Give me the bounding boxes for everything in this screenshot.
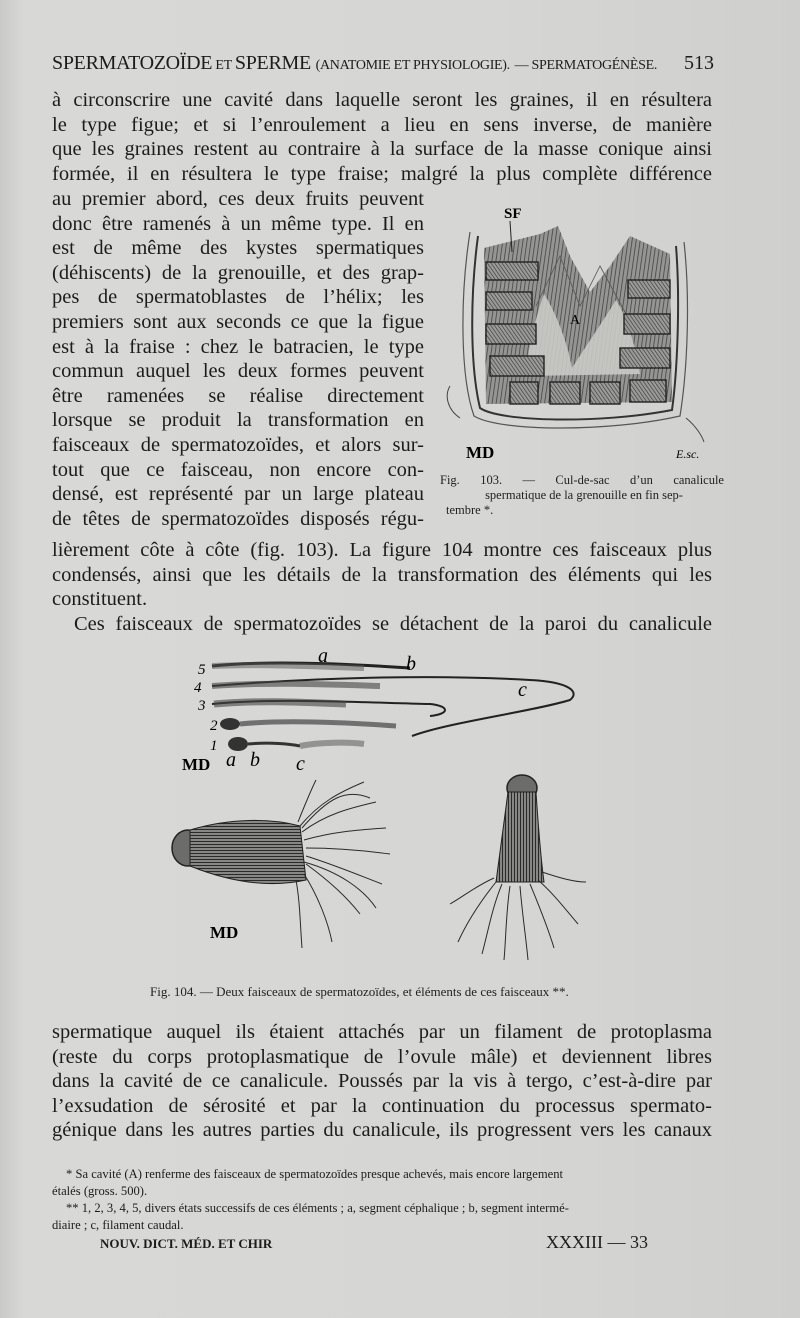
header-title-paren: (ANATOMIE ET PHYSIOLOGIE). [315,58,510,73]
header-title-sub: — SPERMATOGÉNÈSE. [514,58,658,73]
figure-104-label-b-bottom: b [250,749,260,771]
body-mid [52,538,712,612]
page-footer [100,1232,720,1252]
caption-line: Fig. 103. — Cul-de-sac d’un canalicule [440,473,724,487]
figure-104-label-a: a [318,645,328,667]
body-top [52,88,712,186]
header-title-et: ET [215,58,232,73]
figure-103-label-sf: SF [504,206,522,222]
header-title [52,52,657,75]
body-line: constituent. [52,588,148,611]
body-line: le type figue; et si l’enroulement a lieu en sens inverse, de manière [52,113,712,136]
caption-line: tembre *. [446,503,494,517]
figure-104-md-mark-2: MD [210,923,239,942]
body-line: (déhiscents) de la grenouille, et des grap- [52,261,424,284]
figure-104-label-c: c [518,679,527,701]
header-title-sperme: SPERME [234,52,311,74]
body-line: commun auquel les deux formes peuvent [52,360,424,383]
figure-103-label-a: A [570,313,581,328]
figure-104-label-3: 3 [198,698,206,714]
figure-103 [440,196,720,464]
figure-104 [150,642,590,982]
figure-104-caption: Fig. 104. — Deux faisceaux de spermatozoïdes, et éléments de ces faisceaux **. [150,984,569,999]
figure-103-caption [440,473,724,518]
body-narrow [52,187,424,531]
caption-line: spermatique de la grenouille en fin sep- [485,488,683,502]
body-bottom [52,1020,712,1143]
body-line: est de même des kystes spermatiques [52,237,424,260]
running-header [52,52,714,78]
body-line: est à la fraise : chez le batracien, le type [52,335,424,358]
figure-104-illustration [150,642,590,982]
figure-104-label-1: 1 [210,738,218,754]
body-line: formée, il en résultera le type fraise; malgré la plus complète différence [52,162,712,185]
body-mid2 [74,612,712,637]
figure-103-md-mark: MD [466,443,495,462]
figure-104-label-a-bottom: a [226,749,236,771]
body-line: au premier abord, ces deux fruits peuvent [52,188,424,210]
body-line: densé, est représenté par un large plateau [52,483,424,506]
footnote-line: * Sa cavité (A) renferme des faisceaux de spermatozoïdes presque achevés, mais encore largement [66,1167,563,1181]
footnotes [52,1166,714,1234]
body-line: à circonscrire une cavité dans laquelle seront les graines, il en résultera [52,89,712,111]
footnote-line: diaire ; c, filament caudal. [52,1218,184,1232]
figure-104-label-c-bottom: c [296,753,305,775]
header-title-main: SPERMATOZOÏDE [52,52,213,74]
figure-103-illustration [440,196,720,464]
body-line: tout que ce faisceau, non encore con- [52,458,424,481]
footer-signature: XXXIII — 33 [546,1232,648,1252]
footnote-line: ** 1, 2, 3, 4, 5, divers états successifs de ces éléments ; a, segment céphalique ; b, segment intermé- [66,1201,569,1215]
figure-104-label-5: 5 [198,662,206,678]
figure-104-md-mark-1: MD [182,755,211,774]
body-line: premiers sont aux seconds ce que la figue [52,310,424,333]
body-line: de têtes de spermatozoïdes disposés régu- [52,507,424,530]
footer-left: NOUV. DICT. MÉD. ET CHIR [100,1236,273,1251]
body-line: donc être ramenés à un même type. Il en [52,212,424,235]
figure-104-label-b: b [406,653,416,675]
body-line: spermatique auquel ils étaient attachés par un filament de protoplasma [52,1021,712,1043]
figure-103-signature: E.sc. [676,447,700,461]
body-line: lorsque se produit la transformation en [52,409,424,432]
figure-104-label-2: 2 [210,718,218,734]
body-line: (reste du corps protoplasmatique de l’ovule mâle) et deviennent libres [52,1045,712,1068]
body-line: faisceaux de spermatozoïdes, et alors sur- [52,433,424,456]
body-line: dans la cavité de ce canalicule. Poussés par la vis à tergo, c’est-à-dire par [52,1070,712,1093]
body-line: être ramenées se réalise directement [52,384,424,407]
body-line: l’exsudation de sérosité et par la continuation du processus spermato- [52,1094,712,1117]
body-line: lièrement côte à côte (fig. 103). La figure 104 montre ces faisceaux plus [52,539,712,561]
body-line: génique dans les autres parties du canalicule, ils progressent vers les canaux [52,1119,712,1142]
body-line: condensés, ainsi que les détails de la transformation des éléments qui les [52,563,712,586]
footnote-line: étalés (gross. 500). [52,1184,148,1198]
body-line: pes de spermatoblastes de l’hélix; les [52,286,424,309]
body-line: Ces faisceaux de spermatozoïdes se détachent de la paroi du canalicule [74,613,712,635]
body-line: que les graines restent au contraire à la surface de la masse conique ainsi [52,138,712,161]
page-number: 513 [684,52,714,74]
figure-104-label-4: 4 [194,680,202,696]
